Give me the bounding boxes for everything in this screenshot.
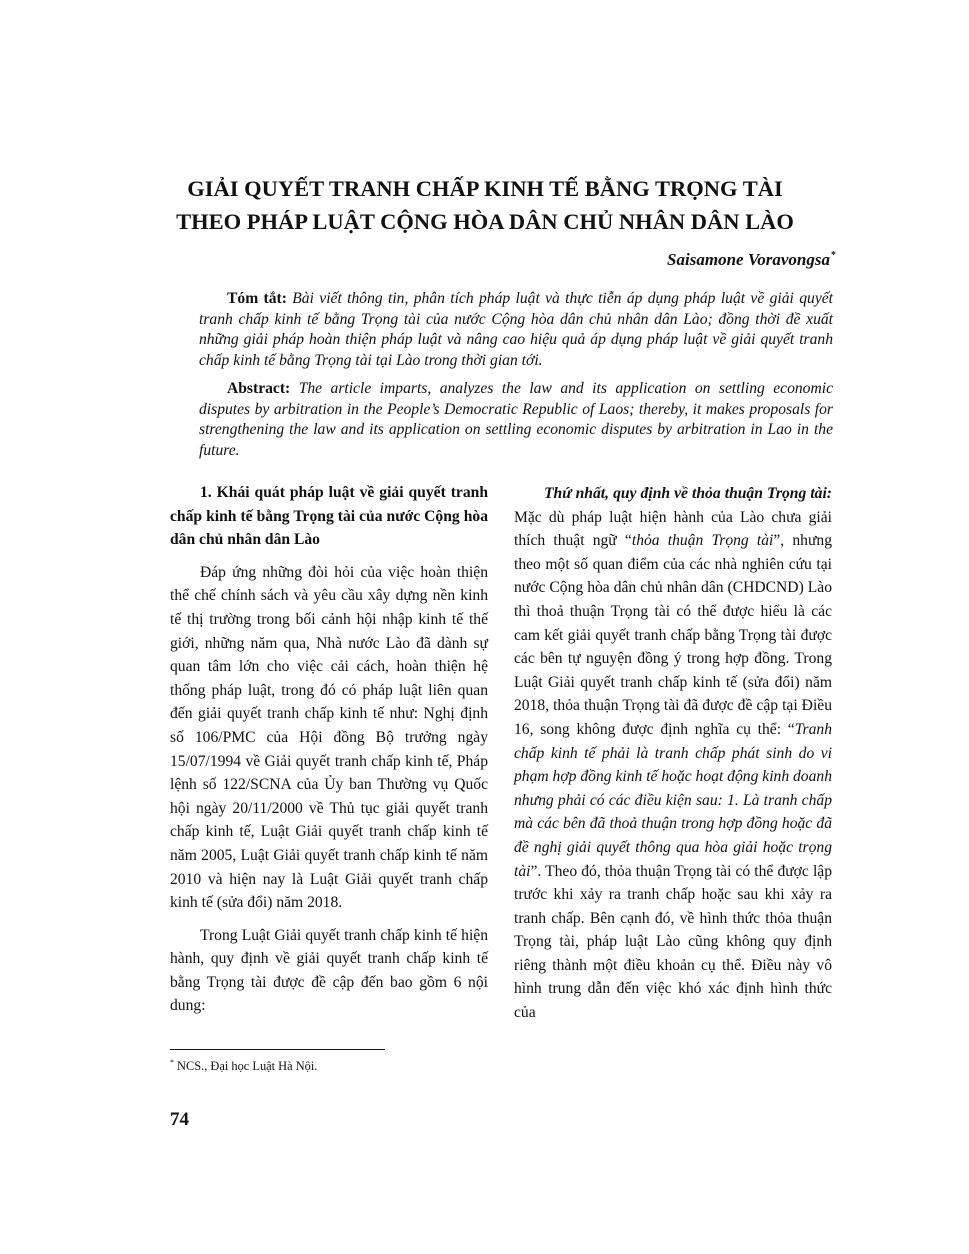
right-text-seg-3: ”, nhưng theo một số quan điểm của các nhà nghiên cứu tại nước Cộng hòa dân chủ nhân dân (CHDCND) Lào thì thoả thuận Trọng tài có thể được hiểu là các cam kết giải quyết tranh chấp bằng Trọng tài được các bên tự nguyện đồng ý trong hợp đồng. Trong Luật Giải quyết tranh chấp kinh tế (sửa đổi) năm 2018, thỏa thuận Trọng tài đã được đề cập tại Điều 16, song không được định nghĩa cụ thể: “ [514, 532, 833, 738]
summary-vi-text: Bài viết thông tin, phân tích pháp luật và thực tiễn áp dụng pháp luật về giải quyết tranh chấp kinh tế bằng Trọng tài của nước Cộng hòa dân chủ nhân dân Lào; đồng thời đề xuất những giải pháp hoàn thiện pháp luật và nâng cao hiệu quả áp dụng pháp luật về giải quyết tranh chấp kinh tế bằng Trọng tài tại Lào trong thời gian tới. [199, 290, 834, 369]
subsection-lead-heading: Thứ nhất, quy định về thỏa thuận Trọng tài: [544, 485, 832, 502]
footnote-mark: * [170, 1058, 174, 1067]
right-text-seg-5: ”. Theo đó, thỏa thuận Trọng tài có thể được lập trước khi xảy ra tranh chấp hoặc sau khi xảy ra tranh chấp. Bên cạnh đó, về hình thức thỏa thuận Trọng tài, pháp luật Lào cũng không quy định riêng thành một điều khoản cụ thể. Điều này vô hình trung dẫn đến việc khó xác định hình thức của [514, 862, 832, 1022]
page-number: 74 [170, 1109, 189, 1130]
left-paragraph-2: Trong Luật Giải quyết tranh chấp kinh tế hiện hành, quy định về giải quyết tranh chấp kinh tế bằng Trọng tài được đề cập đến bao gồm 6 nội dung: [170, 926, 488, 1015]
article-title [140, 172, 830, 238]
right-column [514, 482, 832, 1025]
summary-en-label: Abstract: [227, 380, 291, 397]
title-line-2: THEO PHÁP LUẬT CỘNG HÒA DÂN CHỦ NHÂN DÂN LÀO [176, 209, 794, 234]
author-name-text: Saisamone Voravongsa [667, 250, 830, 269]
left-paragraph-1: Đáp ứng những đòi hỏi của việc hoàn thiện thể chế chính sách và yêu cầu xây dựng nền kinh tế thị trường trong bối cảnh hội nhập kinh tế thế giới, những năm qua, Nhà nước Lào đã dành sự quan tâm lớn cho việc cải cách, hoàn thiện hệ thống pháp luật, trong đó có pháp luật liên quan đến giải quyết tranh chấp kinh tế như: Nghị định số 106/PMC của Hội đồng Bộ trưởng ngày 15/07/1994 về Giải quyết tranh chấp kinh tế, Pháp lệnh số 122/SCNA của Ủy ban Thường vụ Quốc hội ngày 20/11/2000 về Thủ tục giải quyết tranh chấp kinh tế, Luật Giải quyết tranh chấp kinh tế năm 2005, Luật Giải quyết tranh chấp kinh tế năm 2010 và hiện nay là Luật Giải quyết tranh chấp kinh tế (sửa đổi) năm 2018. [170, 563, 488, 912]
left-column [170, 481, 488, 1018]
summary-vietnamese [199, 289, 833, 371]
quoted-article-16: Tranh chấp kinh tế phải là tranh chấp phát sinh do vi phạm hợp đồng kinh tế hoặc hoạt động kinh doanh nhưng phải có các điều kiện sau: 1. Là tranh chấp mà các bên đã thoả thuận trong hợp đồng hoặc đã đề nghị giải quyết thông qua hòa giải hoặc trọng tài [514, 720, 832, 880]
footnote [170, 1058, 317, 1074]
section-1-heading: 1. Khái quát pháp luật về giải quyết tranh chấp kinh tế bằng Trọng tài của nước Cộng hòa dân chủ nhân dân Lào [170, 484, 488, 549]
summary-en-text: The article imparts, analyzes the law and its application on settling economic disputes by arbitration in the People’s Democratic Republic of Laos; thereby, it makes proposals for strengthening the law and its application on settling economic disputes by arbitration in Lao in the future. [199, 380, 833, 459]
right-paragraph-1 [514, 482, 832, 1025]
author-name [667, 250, 836, 270]
author-footnote-mark: * [831, 250, 836, 262]
right-text-seg-1: Mặc dù pháp luật hiện hành của Lào chưa giải thích thuật ngữ “ [514, 508, 832, 550]
footnote-divider [170, 1049, 385, 1050]
summary-vi-label: Tóm tắt: [227, 290, 287, 307]
summary-english [199, 379, 833, 461]
title-line-1: GIẢI QUYẾT TRANH CHẤP KINH TẾ BẰNG TRỌNG TÀI [187, 176, 783, 201]
footnote-text: NCS., Đại học Luật Hà Nội. [177, 1059, 318, 1074]
right-text-seg-2: thỏa thuận Trọng tài [631, 532, 774, 550]
